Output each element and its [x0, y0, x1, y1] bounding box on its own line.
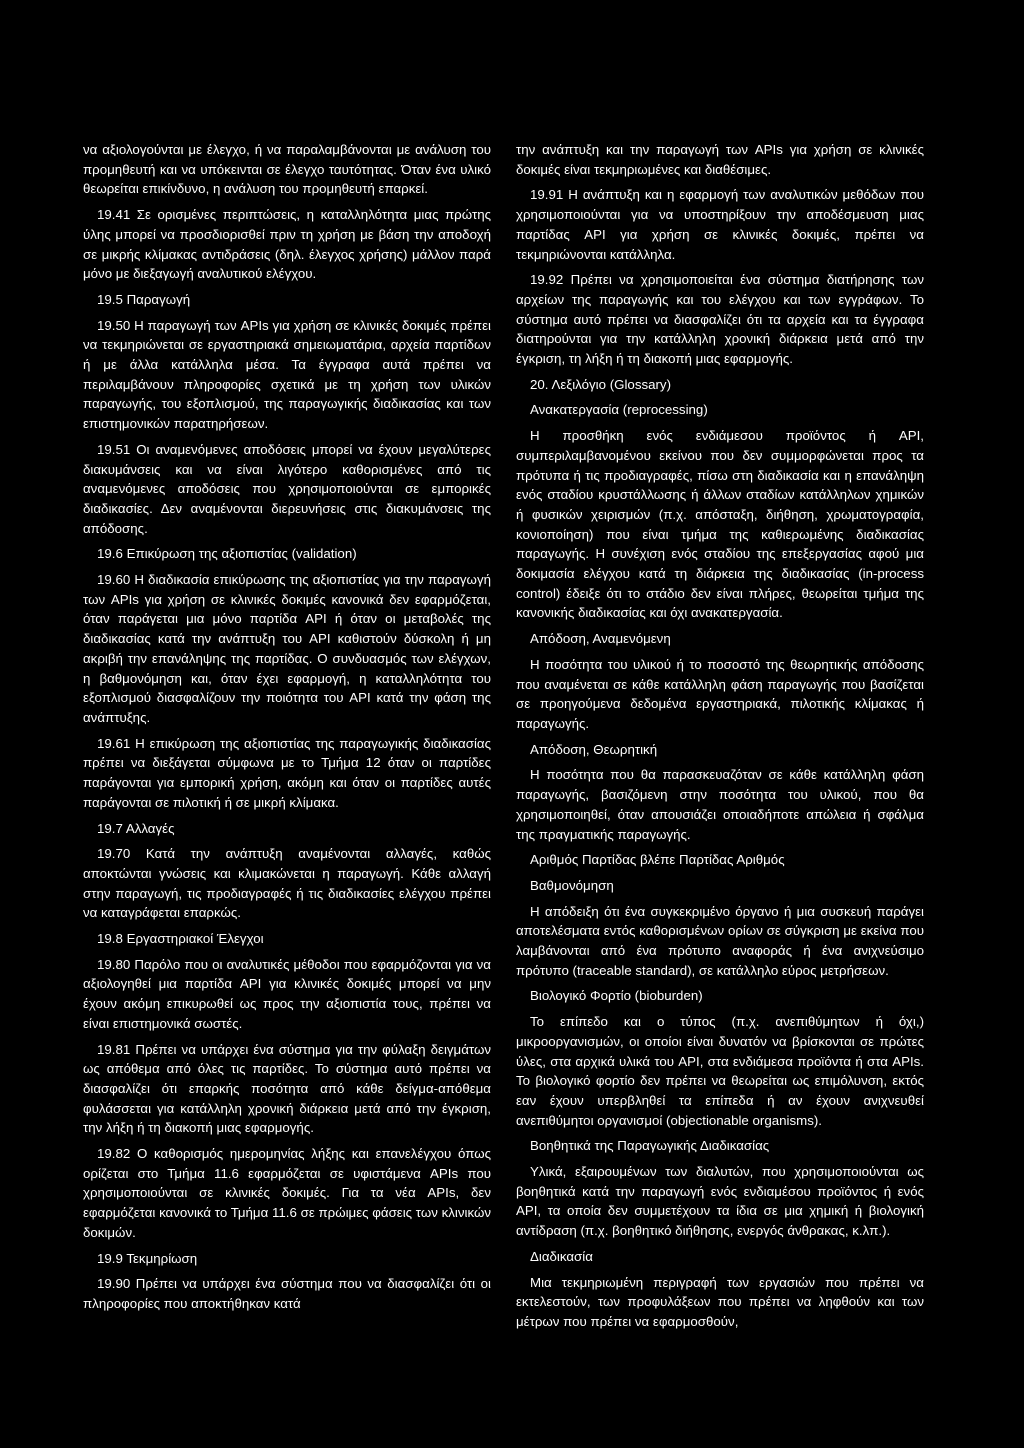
section-heading: 19.5 Παραγωγή: [97, 291, 191, 307]
paragraph: 19.50 Η παραγωγή των APIs για χρήση σε κλινικές δοκιμές πρέπει να τεκμηριώνεται σε εργαστηριακά σημειωματάρια, αρχεία παρτίδων ή με άλλα κατάλληλα μέσα. Τα έγγραφα αυτά πρέπει να περιλαμβάνουν πληροφορίες σχετικά με τη χρήση των υλικών παραγωγής, του εξοπλισμού, της παραγωγικής διαδικασίας και των επιστημονικών παρατηρήσεων.: [83, 317, 491, 432]
paragraph: 19.61 Η επικύρωση της αξιοπιστίας της παραγωγικής διαδικασίας πρέπει να διεξάγεται σύμφωνα με το Τμήμα 12 όταν οι παρτίδες παράγονται για εμπορική χρήση, ακόμη και όταν οι παρτίδες αυτές παράγονται σε πιλοτική ή σε μικρή κλίμακα.: [83, 735, 491, 810]
paragraph: 19.92 Πρέπει να χρησιμοποιείται ένα σύστημα διατήρησης των αρχείων της παραγωγής και του ελέγχου και των εγγράφων. Το σύστημα αυτό πρέπει να διασφαλίζει ότι τα αρχεία και τα έγγραφα διατηρούνται για την κατάλληλη χρονική διάρκεια μετά από την έγκριση, τη λήξη ή τη διακοπή μιας εφαρμογής.: [516, 272, 924, 367]
paragraph: 19.81 Πρέπει να υπάρχει ένα σύστημα για την φύλαξη δειγμάτων ως απόθεμα από όλες τις παρτίδες. Το σύστημα αυτό πρέπει να διασφαλίζει ότι επαρκής ποσότητα από κάθε δείγμα-απόθεμα φυλάσσεται για κατάλληλη χρονική διάρκεια μετά από την έγκριση, την λήξη ή τη διακοπή μιας εφαρμογής.: [83, 1041, 491, 1136]
glossary-definition: Η απόδειξη ότι ένα συγκεκριμένο όργανο ή μια συσκευή παράγει αποτελέσματα εντός καθορισμένων ορίων σε σύγκριση με εκείνα που λαμβάνονται από ένα πρότυπο αναφοράς ή ένα ανιχνεύσιμο πρότυπο (traceable standard), σε κατάλληλο εύρος μετρήσεων.: [516, 903, 924, 978]
glossary-term: Βαθμονόμηση: [530, 877, 614, 893]
section-heading: 19.6 Επικύρωση της αξιοπιστίας (validation): [97, 546, 357, 562]
paragraph: 19.90 Πρέπει να υπάρχει ένα σύστημα που να διασφαλίζει ότι οι πληροφορίες που αποκτήθηκαν κατά: [83, 1276, 491, 1311]
glossary-term: Ανακατεργασία (reprocessing): [530, 402, 708, 418]
glossary-definition: Η ποσότητα που θα παρασκευαζόταν σε κάθε κατάλληλη φάση παραγωγής, βασιζόμενη στην ποσότητα του υλικού, που θα χρησιμοποιηθεί, όταν απουσιάζει οποιαδήποτε απώλεια ή σφάλμα της πραγματικής παραγωγής.: [516, 767, 924, 842]
left-column: [83, 140, 491, 1320]
glossary-definition: Το επίπεδο και ο τύπος (π.χ. ανεπιθύμητων ή όχι,) μικροοργανισμών, οι οποίοι είναι δυνατόν να βρίσκονται σε πρώτες ύλες, στα αρχικά υλικά του API, στα ενδιάμεσα προϊόντα ή στα APIs. Το βιολογικό φορτίο δεν πρέπει να θεωρείται ως επιμόλυνση, εκτός εαν έχουν υπερβληθεί τα επίπεδα ή αν έχουν ανιχνευθεί ανεπιθύμητοι οργανισμοί (objectionable organisms).: [516, 1014, 924, 1128]
section-heading: 19.9 Τεκμηρίωση: [97, 1250, 198, 1266]
glossary-term: Βιολογικό Φορτίο (bioburden): [530, 988, 703, 1004]
paragraph: 19.91 Η ανάπτυξη και η εφαρμογή των αναλυτικών μεθόδων που χρησιμοποιούνται για να υποστηρίξουν την αποδέσμευση μιας παρτίδας API για χρήση σε κλινικές δοκιμές, πρέπει να τεκμηριώνονται κατάλληλα.: [516, 187, 924, 262]
section-heading: 20. Λεξιλόγιο (Glossary): [530, 376, 672, 392]
glossary-term: Απόδοση, Θεωρητική: [530, 741, 658, 757]
glossary-definition: Υλικά, εξαιρουμένων των διαλυτών, που χρησιμοποιούνται ως βοηθητικά κατά την παραγωγή ενός ενδιαμέσου προϊόντος ή ενός API, τα οποία δεν συμμετέχουν τα ίδια σε μια χημική ή βιολογική αντίδραση (π.χ. βοηθητικό διήθησης, ενεργός άνθρακας, κ.λπ.).: [516, 1164, 924, 1239]
right-column: [516, 140, 924, 1338]
glossary-term: Βοηθητικά της Παραγωγικής Διαδικασίας: [530, 1138, 770, 1154]
glossary-definition: Η προσθήκη ενός ενδιάμεσου προϊόντος ή API, συμπεριλαμβανομένου εκείνου που δεν συμμορφώνεται προς τα πρότυπα ή τις προδιαγραφές, πίσω στη διαδικασία και η επανάληψη ενός σταδίου κρυστάλλωσης ή άλλων σταδίων κατάλληλων χημικών ή φυσικών χειρισμών (π.χ. απόσταξη, διήθηση, χρωματογραφία, κονιοποίηση) που είναι τμήμα της καθιερωμένης διαδικασίας παραγωγής. Η συνέχιση ενός σταδίου της επεξεργασίας αφού μια δοκιμασία ελέγχου κατά τη διάρκεια της διαδικασίας (in-process control) έδειξε ότι το στάδιο δεν είναι πλήρες, θεωρείται τμήμα της κανονικής διαδικασίας και όχι ανακατεργασία.: [516, 428, 924, 621]
glossary-definition: Η ποσότητα του υλικού ή το ποσοστό της θεωρητικής απόδοσης που αναμένεται σε κάθε κατάλληλη φάση παραγωγής που βασίζεται σε προηγούμενα δεδομένα εργαστηριακά, πιλοτικής κλίμακας ή παραγωγής.: [516, 656, 924, 731]
paragraph: να αξιολογούνται με έλεγχο, ή να παραλαμβάνονται με ανάλυση του προμηθευτή και να υπόκεινται σε έλεγχο ταυτότητας. Όταν ένα υλικό θεωρείται επικίνδυνο, η ανάλυση του προμηθευτή επαρκεί.: [83, 142, 491, 197]
paragraph: 19.80 Παρόλο που οι αναλυτικές μέθοδοι που εφαρμόζονται για να αξιολογηθεί μια παρτίδα API για κλινικές δοκιμές μπορεί να μην έχουν ακόμη επικυρωθεί ως προς την αξιοπιστία τους, πρέπει να είναι επιστημονικά σωστές.: [83, 956, 491, 1031]
glossary-term: Αριθμός Παρτίδας βλέπε Παρτίδας Αριθμός: [530, 852, 785, 868]
paragraph: την ανάπτυξη και την παραγωγή των APIs για χρήση σε κλινικές δοκιμές είναι τεκμηριωμένες και διαθέσιμες.: [516, 142, 924, 177]
glossary-term: Απόδοση, Αναμενόμενη: [530, 631, 671, 647]
paragraph: 19.82 Ο καθορισμός ημερομηνίας λήξης και επανελέγχου όπως ορίζεται στο Τμήμα 11.6 εφαρμόζεται σε υφιστάμενα APIs που χρησιμοποιούνται σε κλινικές δοκιμές. Για τα νέα APIs, δεν εφαρμόζεται κανονικά το Τμήμα 11.6 σε πρώιμες φάσεις των κλινικών δοκιμών.: [83, 1146, 491, 1240]
paragraph: 19.60 Η διαδικασία επικύρωσης της αξιοπιστίας για την παραγωγή των APIs για χρήση σε κλινικές δοκιμές κανονικά δεν εφαρμόζεται, όταν παράγεται μια μόνο παρτίδα API ή όταν οι μεταβολές της διαδικασίας κατά την ανάπτυξη του API καθιστούν δύσκολη ή μη ακριβή την επανάληψης της παρτίδας. Ο συνδυασμός των ελέγχων, η βαθμονόμηση και, όταν έχει εφαρμογή, η καταλληλότητα του εξοπλισμού διασφαλίζουν την ποιότητα του API κατά την φάση της ανάπτυξης.: [83, 572, 491, 725]
glossary-term: Διαδικασία: [530, 1248, 593, 1264]
section-heading: 19.7 Αλλαγές: [97, 820, 175, 836]
section-heading: 19.8 Εργαστηριακοί Έλεγχοι: [97, 931, 264, 947]
paragraph: 19.70 Κατά την ανάπτυξη αναμένονται αλλαγές, καθώς αποκτώνται γνώσεις και κλιμακώνεται η παραγωγή. Κάθε αλλαγή στην παραγωγή, τις προδιαγραφές ή τις διαδικασίες ελέγχου πρέπει να καταγράφεται επαρκώς.: [83, 846, 491, 921]
paragraph: 19.41 Σε ορισμένες περιπτώσεις, η καταλληλότητα μιας πρώτης ύλης μπορεί να προσδιορισθεί πριν τη χρήση με βάση την αποδοχή σε μικρής κλίμακας αντιδράσεις (δηλ. έλεγχος χρήσης) μάλλον παρά μόνο με διεξαγωγή αναλυτικού ελέγχου.: [83, 207, 491, 282]
glossary-definition: Μια τεκμηριωμένη περιγραφή των εργασιών που πρέπει να εκτελεστούν, των προφυλάξεων που πρέπει να ληφθούν και των μέτρων που πρέπει να εφαρμοσθούν,: [516, 1274, 924, 1329]
paragraph: 19.51 Οι αναμενόμενες αποδόσεις μπορεί να έχουν μεγαλύτερες διακυμάνσεις και να είναι λιγότερο καθορισμένες από τις αναμενόμενες αποδόσεις που χρησιμοποιούνται σε εμπορικές διαδικασίες. Δεν αναμένονται διερευνήσεις στις διακυμάνσεις της απόδοσης.: [83, 441, 491, 536]
